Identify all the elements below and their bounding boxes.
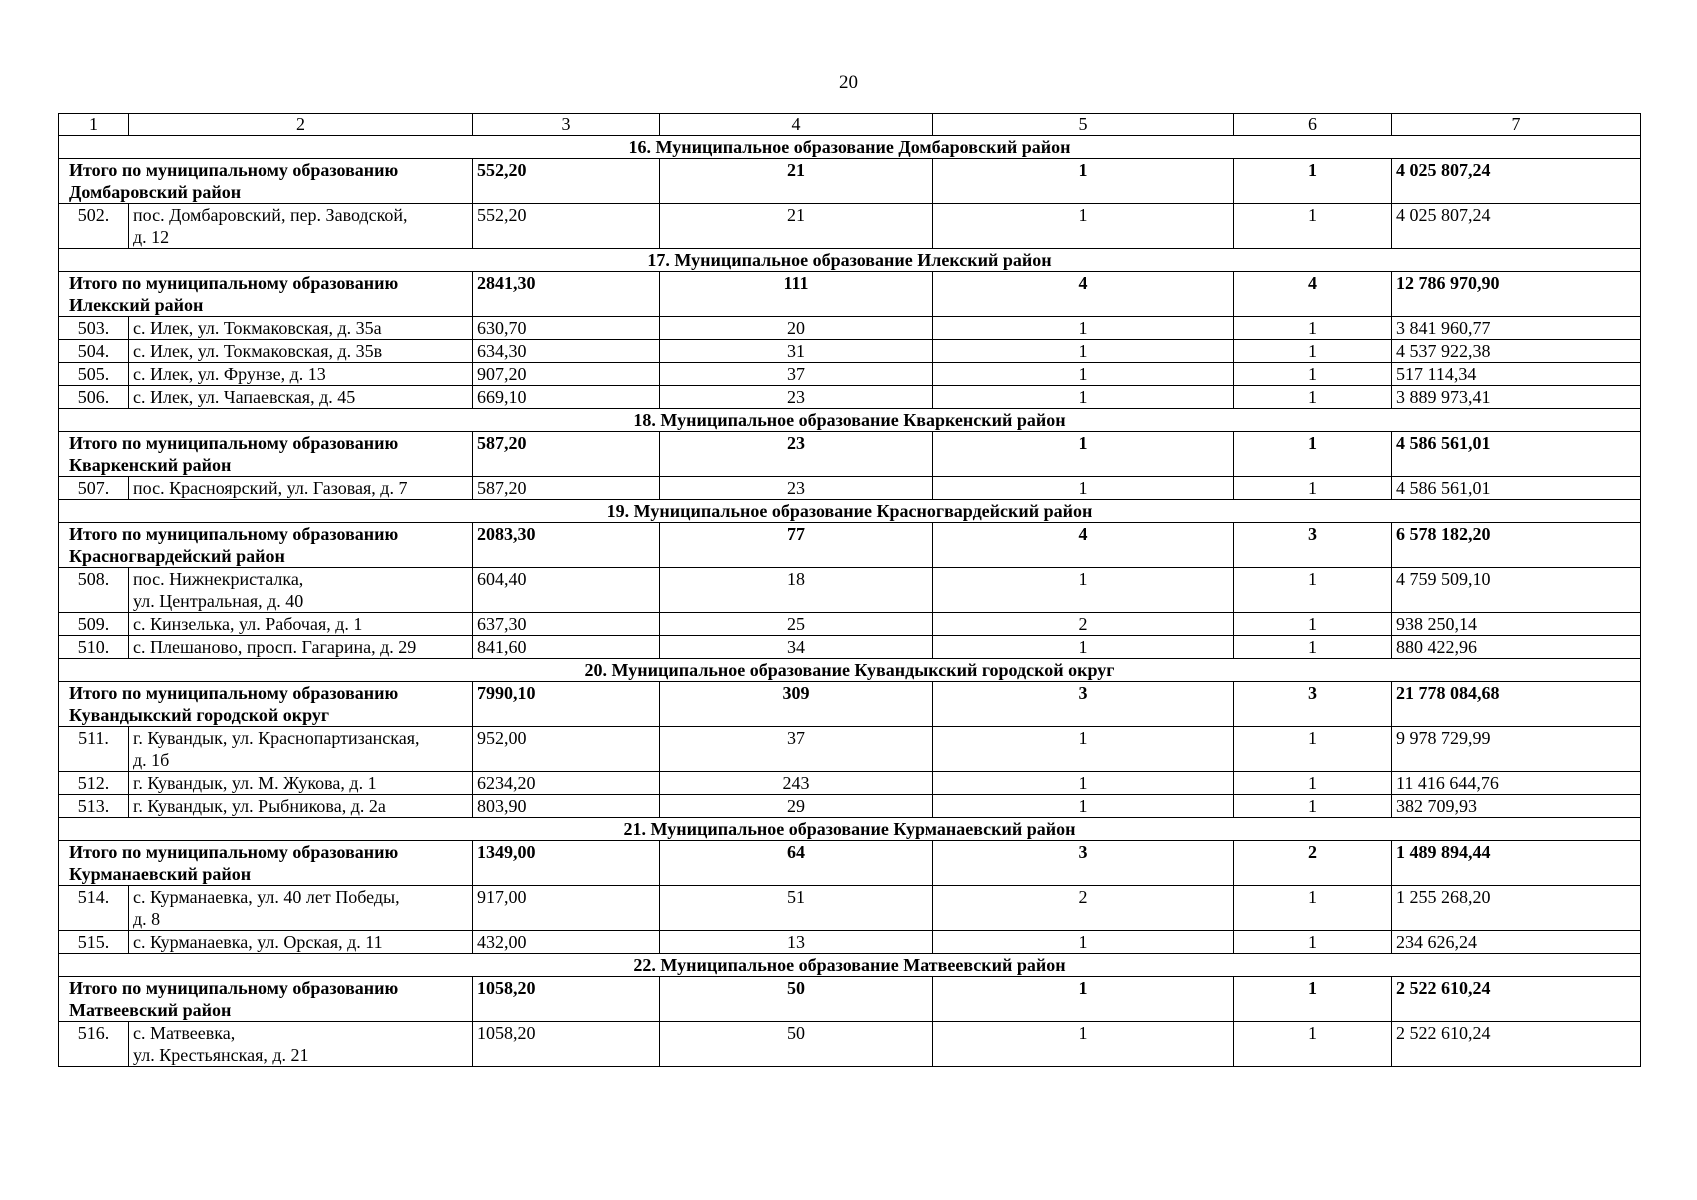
row-number: 506. (59, 386, 129, 409)
total-area: 2841,30 (473, 272, 660, 317)
row-col6: 1 (1234, 317, 1392, 340)
section-header (59, 954, 1641, 977)
total-residents: 23 (660, 432, 933, 477)
section-title: 17. Муниципальное образование Илекский район (59, 249, 1641, 272)
row-col5: 1 (933, 568, 1234, 613)
total-cost: 4 586 561,01 (1392, 432, 1641, 477)
total-col6: 1 (1234, 432, 1392, 477)
row-address: с. Илек, ул. Фрунзе, д. 13 (129, 363, 473, 386)
row-number: 513. (59, 795, 129, 818)
row-cost: 3 841 960,77 (1392, 317, 1641, 340)
total-col6: 3 (1234, 682, 1392, 727)
row-address (129, 568, 473, 613)
column-number: 2 (129, 114, 473, 136)
total-label-line: Курманаевский район (69, 864, 252, 884)
row-col6: 1 (1234, 340, 1392, 363)
section-title: 19. Муниципальное образование Красногвардейский район (59, 500, 1641, 523)
total-label-line: Итого по муниципальному образованию (69, 160, 399, 180)
row-col6: 1 (1234, 363, 1392, 386)
row-col6: 1 (1234, 613, 1392, 636)
row-col6: 1 (1234, 204, 1392, 249)
section-header (59, 249, 1641, 272)
total-col6: 2 (1234, 841, 1392, 886)
total-label (59, 272, 473, 317)
section-header (59, 818, 1641, 841)
row-residents: 51 (660, 886, 933, 931)
table-row (59, 363, 1641, 386)
row-cost: 938 250,14 (1392, 613, 1641, 636)
total-area: 587,20 (473, 432, 660, 477)
row-address: с. Курманаевка, ул. Орская, д. 11 (129, 931, 473, 954)
row-number: 504. (59, 340, 129, 363)
total-col6: 3 (1234, 523, 1392, 568)
row-residents: 21 (660, 204, 933, 249)
column-number: 3 (473, 114, 660, 136)
total-label-line: Итого по муниципальному образованию (69, 273, 399, 293)
row-area: 1058,20 (473, 1022, 660, 1067)
total-residents: 50 (660, 977, 933, 1022)
row-number: 502. (59, 204, 129, 249)
row-number: 510. (59, 636, 129, 659)
row-col6: 1 (1234, 772, 1392, 795)
row-address: г. Кувандык, ул. Рыбникова, д. 2а (129, 795, 473, 818)
row-col6: 1 (1234, 886, 1392, 931)
section-header (59, 409, 1641, 432)
total-residents: 111 (660, 272, 933, 317)
total-label (59, 977, 473, 1022)
page-number: 20 (839, 72, 858, 93)
row-area: 630,70 (473, 317, 660, 340)
total-cost: 21 778 084,68 (1392, 682, 1641, 727)
table-row (59, 931, 1641, 954)
row-number: 514. (59, 886, 129, 931)
row-col5: 1 (933, 204, 1234, 249)
section-header (59, 659, 1641, 682)
row-area: 917,00 (473, 886, 660, 931)
row-cost: 4 586 561,01 (1392, 477, 1641, 500)
total-col6: 1 (1234, 977, 1392, 1022)
row-address (129, 204, 473, 249)
total-label (59, 523, 473, 568)
section-header (59, 136, 1641, 159)
section-total-row (59, 432, 1641, 477)
total-residents: 21 (660, 159, 933, 204)
row-cost: 4 537 922,38 (1392, 340, 1641, 363)
row-number: 508. (59, 568, 129, 613)
row-number: 507. (59, 477, 129, 500)
total-label (59, 159, 473, 204)
total-label (59, 682, 473, 727)
row-number: 503. (59, 317, 129, 340)
column-number: 4 (660, 114, 933, 136)
row-col5: 1 (933, 795, 1234, 818)
row-address-line: ул. Крестьянская, д. 21 (133, 1045, 309, 1065)
row-address-line: д. 1б (133, 750, 170, 770)
row-address: г. Кувандык, ул. М. Жукова, д. 1 (129, 772, 473, 795)
total-col6: 4 (1234, 272, 1392, 317)
row-address: с. Илек, ул. Чапаевская, д. 45 (129, 386, 473, 409)
total-area: 7990,10 (473, 682, 660, 727)
row-address-line: с. Курманаевка, ул. 40 лет Победы, (133, 887, 400, 907)
column-number: 1 (59, 114, 129, 136)
total-residents: 64 (660, 841, 933, 886)
row-residents: 31 (660, 340, 933, 363)
total-residents: 77 (660, 523, 933, 568)
table-row (59, 340, 1641, 363)
section-total-row (59, 841, 1641, 886)
row-area: 907,20 (473, 363, 660, 386)
row-col5: 1 (933, 477, 1234, 500)
row-col5: 1 (933, 317, 1234, 340)
row-cost: 1 255 268,20 (1392, 886, 1641, 931)
row-address (129, 886, 473, 931)
row-residents: 29 (660, 795, 933, 818)
row-col5: 2 (933, 613, 1234, 636)
section-title: 20. Муниципальное образование Кувандыкский городской округ (59, 659, 1641, 682)
row-area: 604,40 (473, 568, 660, 613)
row-col6: 1 (1234, 636, 1392, 659)
total-label-line: Итого по муниципальному образованию (69, 978, 399, 998)
row-address: с. Илек, ул. Токмаковская, д. 35в (129, 340, 473, 363)
table-row (59, 772, 1641, 795)
row-area: 637,30 (473, 613, 660, 636)
total-col5: 4 (933, 272, 1234, 317)
row-address-line: ул. Центральная, д. 40 (133, 591, 304, 611)
row-col6: 1 (1234, 568, 1392, 613)
row-address-line: с. Матвеевка, (133, 1023, 236, 1043)
total-area: 552,20 (473, 159, 660, 204)
row-col6: 1 (1234, 931, 1392, 954)
table-row (59, 886, 1641, 931)
total-label-line: Итого по муниципальному образованию (69, 524, 399, 544)
section-title: 22. Муниципальное образование Матвеевский район (59, 954, 1641, 977)
row-residents: 243 (660, 772, 933, 795)
row-cost: 880 422,96 (1392, 636, 1641, 659)
table-row (59, 795, 1641, 818)
section-title: 21. Муниципальное образование Курманаевский район (59, 818, 1641, 841)
row-address: с. Илек, ул. Токмаковская, д. 35а (129, 317, 473, 340)
column-number-row (59, 114, 1641, 136)
total-col5: 3 (933, 841, 1234, 886)
row-residents: 23 (660, 386, 933, 409)
row-address (129, 1022, 473, 1067)
row-area: 432,00 (473, 931, 660, 954)
table-row (59, 568, 1641, 613)
total-area: 2083,30 (473, 523, 660, 568)
column-number: 7 (1392, 114, 1641, 136)
row-address-line: г. Кувандык, ул. Краснопартизанская, (133, 728, 420, 748)
row-cost: 9 978 729,99 (1392, 727, 1641, 772)
row-area: 803,90 (473, 795, 660, 818)
row-col5: 1 (933, 931, 1234, 954)
section-total-row (59, 272, 1641, 317)
row-cost: 3 889 973,41 (1392, 386, 1641, 409)
row-col5: 1 (933, 363, 1234, 386)
row-col5: 1 (933, 340, 1234, 363)
row-cost: 517 114,34 (1392, 363, 1641, 386)
total-cost: 12 786 970,90 (1392, 272, 1641, 317)
row-area: 669,10 (473, 386, 660, 409)
row-area: 6234,20 (473, 772, 660, 795)
total-label-line: Итого по муниципальному образованию (69, 683, 399, 703)
row-number: 511. (59, 727, 129, 772)
total-label (59, 432, 473, 477)
row-address: пос. Красноярский, ул. Газовая, д. 7 (129, 477, 473, 500)
total-col6: 1 (1234, 159, 1392, 204)
total-cost: 2 522 610,24 (1392, 977, 1641, 1022)
row-residents: 18 (660, 568, 933, 613)
total-label (59, 841, 473, 886)
row-col5: 1 (933, 636, 1234, 659)
section-total-row (59, 523, 1641, 568)
row-residents: 25 (660, 613, 933, 636)
row-address-line: д. 8 (133, 909, 161, 929)
row-col6: 1 (1234, 795, 1392, 818)
registry-table (58, 113, 1641, 1067)
row-col5: 1 (933, 727, 1234, 772)
row-col5: 1 (933, 1022, 1234, 1067)
table-row (59, 317, 1641, 340)
total-cost: 6 578 182,20 (1392, 523, 1641, 568)
row-cost: 2 522 610,24 (1392, 1022, 1641, 1067)
row-cost: 4 759 509,10 (1392, 568, 1641, 613)
row-area: 552,20 (473, 204, 660, 249)
total-area: 1058,20 (473, 977, 660, 1022)
row-cost: 382 709,93 (1392, 795, 1641, 818)
table-row (59, 613, 1641, 636)
row-col6: 1 (1234, 477, 1392, 500)
total-residents: 309 (660, 682, 933, 727)
table-row (59, 204, 1641, 249)
row-address-line: пос. Нижнекристалка, (133, 569, 304, 589)
total-label-line: Домбаровский район (69, 182, 242, 202)
section-total-row (59, 682, 1641, 727)
row-area: 587,20 (473, 477, 660, 500)
total-col5: 4 (933, 523, 1234, 568)
row-residents: 20 (660, 317, 933, 340)
total-label-line: Кваркенский район (69, 455, 232, 475)
total-col5: 1 (933, 159, 1234, 204)
column-number: 5 (933, 114, 1234, 136)
row-residents: 13 (660, 931, 933, 954)
row-col6: 1 (1234, 386, 1392, 409)
row-area: 841,60 (473, 636, 660, 659)
row-residents: 37 (660, 727, 933, 772)
total-col5: 1 (933, 977, 1234, 1022)
column-number: 6 (1234, 114, 1392, 136)
row-number: 516. (59, 1022, 129, 1067)
row-residents: 50 (660, 1022, 933, 1067)
row-address: с. Плешаново, просп. Гагарина, д. 29 (129, 636, 473, 659)
row-address-line: д. 12 (133, 227, 170, 247)
row-col5: 2 (933, 886, 1234, 931)
row-residents: 23 (660, 477, 933, 500)
total-cost: 1 489 894,44 (1392, 841, 1641, 886)
total-label-line: Матвеевский район (69, 1000, 232, 1020)
row-address: с. Кинзелька, ул. Рабочая, д. 1 (129, 613, 473, 636)
row-cost: 11 416 644,76 (1392, 772, 1641, 795)
table-row (59, 1022, 1641, 1067)
total-label-line: Итого по муниципальному образованию (69, 842, 399, 862)
section-header (59, 500, 1641, 523)
row-col5: 1 (933, 772, 1234, 795)
total-area: 1349,00 (473, 841, 660, 886)
row-residents: 34 (660, 636, 933, 659)
row-number: 509. (59, 613, 129, 636)
table-row (59, 727, 1641, 772)
row-area: 634,30 (473, 340, 660, 363)
total-col5: 1 (933, 432, 1234, 477)
total-label-line: Итого по муниципальному образованию (69, 433, 399, 453)
row-col5: 1 (933, 386, 1234, 409)
section-title: 16. Муниципальное образование Домбаровский район (59, 136, 1641, 159)
row-address (129, 727, 473, 772)
total-col5: 3 (933, 682, 1234, 727)
section-total-row (59, 977, 1641, 1022)
total-label-line: Илекский район (69, 295, 204, 315)
row-residents: 37 (660, 363, 933, 386)
row-area: 952,00 (473, 727, 660, 772)
table-row (59, 636, 1641, 659)
total-label-line: Красногвардейский район (69, 546, 285, 566)
row-col6: 1 (1234, 1022, 1392, 1067)
table-row (59, 386, 1641, 409)
row-number: 515. (59, 931, 129, 954)
section-total-row (59, 159, 1641, 204)
table-body (59, 114, 1641, 1067)
row-number: 505. (59, 363, 129, 386)
row-address-line: пос. Домбаровский, пер. Заводской, (133, 205, 408, 225)
row-number: 512. (59, 772, 129, 795)
row-col6: 1 (1234, 727, 1392, 772)
section-title: 18. Муниципальное образование Кваркенский район (59, 409, 1641, 432)
total-cost: 4 025 807,24 (1392, 159, 1641, 204)
table-row (59, 477, 1641, 500)
row-cost: 4 025 807,24 (1392, 204, 1641, 249)
total-label-line: Кувандыкский городской округ (69, 705, 330, 725)
row-cost: 234 626,24 (1392, 931, 1641, 954)
